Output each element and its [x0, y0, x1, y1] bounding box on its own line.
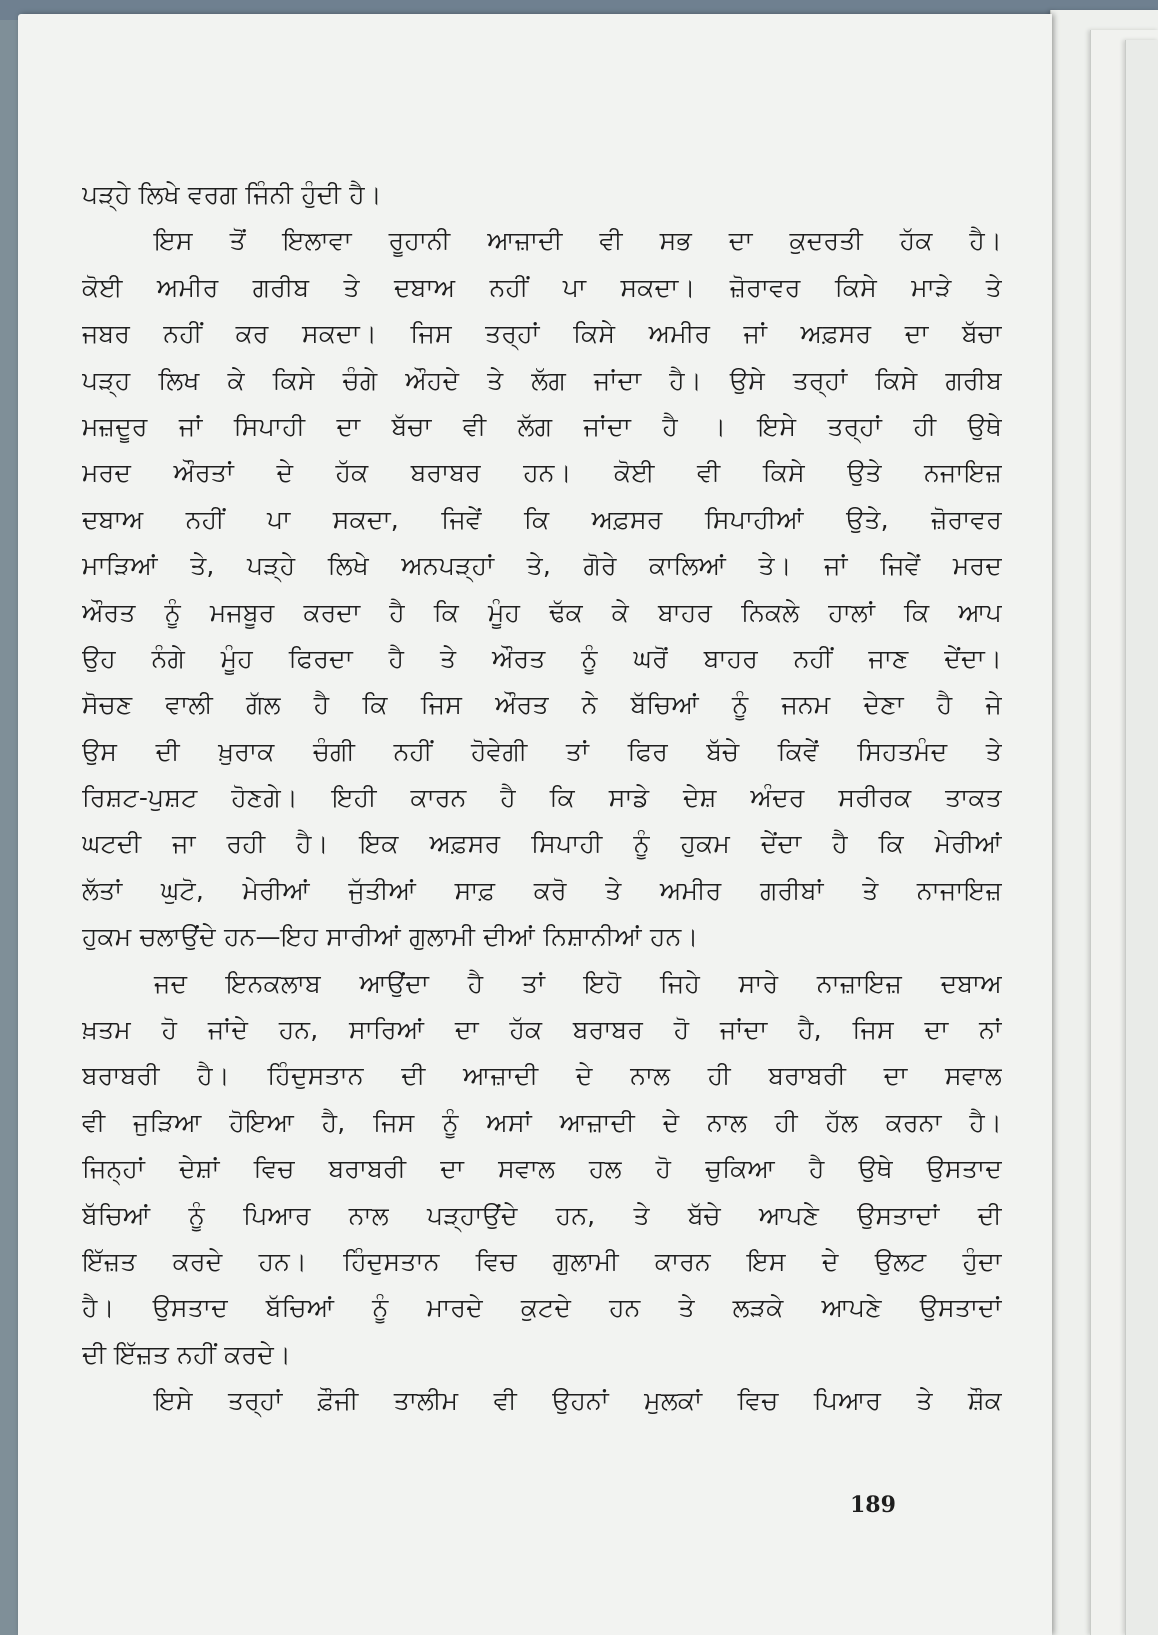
text-line: ਪੜ੍ਹੇ ਲਿਖੇ ਵਰਗ ਜਿੰਨੀ ਹੁੰਦੀ ਹੈ।: [82, 180, 382, 209]
text-line: ਉਹ ਨੰਗੇ ਮੂੰਹ ਫਿਰਦਾ ਹੈ ਤੇ ਔਰਤ ਨੂੰ ਘਰੋਂ ਬਾਹਰ ਨਹੀਂ ਜਾਣ ਦੇਂਦਾ।: [82, 643, 1002, 673]
text-line: ਇੱਜ਼ਤ ਕਰਦੇ ਹਨ। ਹਿੰਦੁਸਤਾਨ ਵਿਚ ਗੁਲਾਮੀ ਕਾਰਨ ਇਸ ਦੇ ਉਲਟ ਹੁੰਦਾ: [82, 1246, 1002, 1276]
text-line: ਰਿਸ਼ਟ-ਪੁਸ਼ਟ ਹੋਣਗੇ। ਇਹੀ ਕਾਰਨ ਹੈ ਕਿ ਸਾਡੇ ਦੇਸ਼ ਅੰਦਰ ਸਰੀਰਕ ਤਾਕਤ: [82, 783, 1002, 813]
text-line: ਦਬਾਅ ਨਹੀਂ ਪਾ ਸਕਦਾ, ਜਿਵੇਂ ਕਿ ਅਫ਼ਸਰ ਸਿਪਾਹੀਆਂ ਉਤੇ, ਜ਼ੋਰਾਵਰ: [82, 504, 1002, 534]
text-line: ਲੱਤਾਂ ਘੁਟੋ, ਮੇਰੀਆਂ ਜੁੱਤੀਆਂ ਸਾਫ਼ ਕਰੋ ਤੇ ਅਮੀਰ ਗਰੀਬਾਂ ਤੇ ਨਾਜਾਇਜ਼: [82, 875, 1002, 905]
text-line: ਖ਼ਤਮ ਹੋ ਜਾਂਦੇ ਹਨ, ਸਾਰਿਆਂ ਦਾ ਹੱਕ ਬਰਾਬਰ ਹੋ ਜਾਂਦਾ ਹੈ, ਜਿਸ ਦਾ ਨਾਂ: [82, 1015, 1002, 1045]
text-line: ਘਟਦੀ ਜਾ ਰਹੀ ਹੈ। ਇਕ ਅਫ਼ਸਰ ਸਿਪਾਹੀ ਨੂੰ ਹੁਕਮ ਦੇਂਦਾ ਹੈ ਕਿ ਮੇਰੀਆਂ: [82, 829, 1002, 859]
text-line: ਵੀ ਜੁੜਿਆ ਹੋਇਆ ਹੈ, ਜਿਸ ਨੂੰ ਅਸਾਂ ਆਜ਼ਾਦੀ ਦੇ ਨਾਲ ਹੀ ਹੱਲ ਕਰਨਾ ਹੈ।: [82, 1107, 1002, 1137]
text-line: ਦੀ ਇੱਜ਼ਤ ਨਹੀਂ ਕਰਦੇ।: [82, 1339, 291, 1369]
text-line: ਮਾੜਿਆਂ ਤੇ, ਪੜ੍ਹੇ ਲਿਖੇ ਅਨਪੜ੍ਹਾਂ ਤੇ, ਗੋਰੇ ਕਾਲਿਆਂ ਤੇ। ਜਾਂ ਜਿਵੇਂ ਮਰਦ: [82, 551, 1002, 581]
text-line: ਮਰਦ ਔਰਤਾਂ ਦੇ ਹੱਕ ਬਰਾਬਰ ਹਨ। ਕੋਈ ਵੀ ਕਿਸੇ ਉਤੇ ਨਜਾਇਜ਼: [82, 458, 1002, 488]
text-line: ਪੜ੍ਹ ਲਿਖ ਕੇ ਕਿਸੇ ਚੰਗੇ ਔਹਦੇ ਤੇ ਲੱਗ ਜਾਂਦਾ ਹੈ। ਉਸੇ ਤਰ੍ਹਾਂ ਕਿਸੇ ਗਰੀਬ: [82, 365, 1002, 395]
page-body-text: [82, 172, 1002, 1425]
text-line: ਜਿਨ੍ਹਾਂ ਦੇਸ਼ਾਂ ਵਿਚ ਬਰਾਬਰੀ ਦਾ ਸਵਾਲ ਹਲ ਹੋ ਚੁਕਿਆ ਹੈ ਉਥੇ ਉਸਤਾਦ: [82, 1154, 1002, 1184]
text-line: ਹੁਕਮ ਚਲਾਉਂਦੇ ਹਨ—ਇਹ ਸਾਰੀਆਂ ਗੁਲਾਮੀ ਦੀਆਂ ਨਿਸ਼ਾਨੀਆਂ ਹਨ।: [82, 922, 699, 952]
back-page-stack: [1125, 40, 1158, 1635]
book-page: [18, 14, 1052, 1635]
text-line: ਬੱਚਿਆਂ ਨੂੰ ਪਿਆਰ ਨਾਲ ਪੜ੍ਹਾਉਂਦੇ ਹਨ, ਤੇ ਬੱਚੇ ਆਪਣੇ ਉਸਤਾਦਾਂ ਦੀ: [82, 1200, 1002, 1230]
paragraph-first-line: ਇਸੇ ਤਰ੍ਹਾਂ ਫ਼ੌਜੀ ਤਾਲੀਮ ਵੀ ਉਹਨਾਂ ਮੁਲਕਾਂ ਵਿਚ ਪਿਆਰ ਤੇ ਸ਼ੌਕ: [154, 1386, 1002, 1416]
text-line: ਬਰਾਬਰੀ ਹੈ। ਹਿੰਦੁਸਤਾਨ ਦੀ ਆਜ਼ਾਦੀ ਦੇ ਨਾਲ ਹੀ ਬਰਾਬਰੀ ਦਾ ਸਵਾਲ: [82, 1061, 1002, 1091]
text-line: ਉਸ ਦੀ ਖ਼ੁਰਾਕ ਚੰਗੀ ਨਹੀਂ ਹੋਵੇਗੀ ਤਾਂ ਫਿਰ ਬੱਚੇ ਕਿਵੇਂ ਸਿਹਤਮੰਦ ਤੇ: [82, 736, 1002, 766]
text-line: ਜਬਰ ਨਹੀਂ ਕਰ ਸਕਦਾ। ਜਿਸ ਤਰ੍ਹਾਂ ਕਿਸੇ ਅਮੀਰ ਜਾਂ ਅਫ਼ਸਰ ਦਾ ਬੱਚਾ: [82, 319, 1002, 349]
text-line: ਕੋਈ ਅਮੀਰ ਗਰੀਬ ਤੇ ਦਬਾਅ ਨਹੀਂ ਪਾ ਸਕਦਾ। ਜ਼ੋਰਾਵਰ ਕਿਸੇ ਮਾੜੇ ਤੇ: [82, 272, 1002, 302]
paragraph-first-line: ਇਸ ਤੋਂ ਇਲਾਵਾ ਰੂਹਾਨੀ ਆਜ਼ਾਦੀ ਵੀ ਸਭ ਦਾ ਕੁਦਰਤੀ ਹੱਕ ਹੈ।: [154, 226, 1002, 256]
text-line: ਔਰਤ ਨੂੰ ਮਜਬੂਰ ਕਰਦਾ ਹੈ ਕਿ ਮੂੰਹ ਢੱਕ ਕੇ ਬਾਹਰ ਨਿਕਲੇ ਹਾਲਾਂ ਕਿ ਆਪ: [82, 597, 1002, 627]
text-line: ਮਜ਼ਦੂਰ ਜਾਂ ਸਿਪਾਹੀ ਦਾ ਬੱਚਾ ਵੀ ਲੱਗ ਜਾਂਦਾ ਹੈ । ਇਸੇ ਤਰ੍ਹਾਂ ਹੀ ਉਥੇ: [82, 411, 1002, 441]
text-line: ਹੈ। ਉਸਤਾਦ ਬੱਚਿਆਂ ਨੂੰ ਮਾਰਦੇ ਕੁਟਦੇ ਹਨ ਤੇ ਲੜਕੇ ਆਪਣੇ ਉਸਤਾਦਾਂ: [82, 1293, 1002, 1323]
text-line: ਸੋਚਣ ਵਾਲੀ ਗੱਲ ਹੈ ਕਿ ਜਿਸ ਔਰਤ ਨੇ ਬੱਚਿਆਂ ਨੂੰ ਜਨਮ ਦੇਣਾ ਹੈ ਜੇ: [82, 690, 1002, 720]
page-number: 189: [850, 1492, 896, 1518]
paragraph-first-line: ਜਦ ਇਨਕਲਾਬ ਆਉਂਦਾ ਹੈ ਤਾਂ ਇਹੋ ਜਿਹੇ ਸਾਰੇ ਨਾਜ਼ਾਇਜ਼ ਦਬਾਅ: [154, 968, 1002, 998]
